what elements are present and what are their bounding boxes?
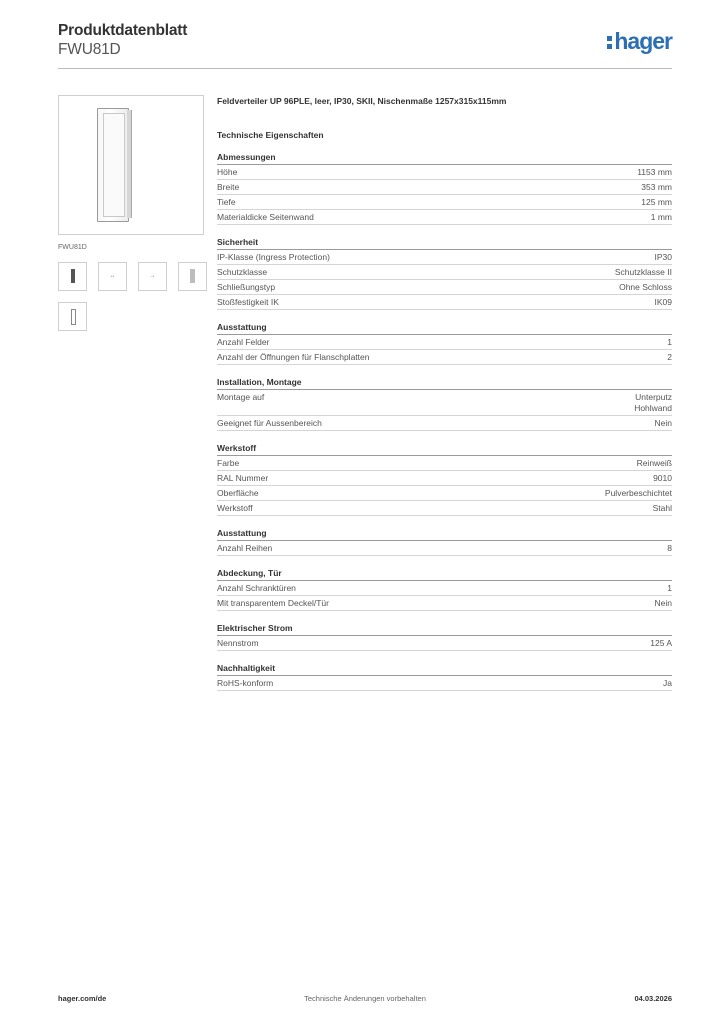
property-section	[217, 568, 672, 611]
property-row	[217, 335, 672, 350]
thumbnail-dimension-depth[interactable]	[138, 262, 167, 291]
property-label: Stoßfestigkeit IK	[217, 297, 279, 307]
product-description: Feldverteiler UP 96PLE, leer, IP30, SKII, Nischenmaße 1257x315x115mm	[217, 96, 507, 106]
section-title: Ausstattung	[217, 528, 672, 541]
property-value: IK09	[654, 297, 672, 307]
property-row	[217, 390, 672, 416]
document-title: Produktdatenblatt	[58, 22, 188, 39]
property-value: Ohne Schloss	[619, 282, 672, 292]
property-value: 1 mm	[650, 212, 672, 222]
property-value-line: Hohlwand	[634, 403, 672, 413]
arrow-left-right-icon: ↔	[109, 273, 116, 279]
image-gallery	[58, 95, 204, 331]
image-caption: FWU81D	[58, 244, 87, 251]
property-row	[217, 486, 672, 501]
property-value: 9010	[653, 473, 672, 483]
property-sections	[217, 152, 672, 691]
property-value: Ja	[663, 678, 672, 688]
section-title: Abdeckung, Tür	[217, 568, 672, 581]
properties-heading: Technische Eigenschaften	[217, 130, 324, 140]
property-row	[217, 676, 672, 691]
property-row	[217, 265, 672, 280]
property-section	[217, 443, 672, 516]
property-section	[217, 237, 672, 310]
thumbnail-front-view[interactable]	[58, 262, 87, 291]
section-title: Installation, Montage	[217, 377, 672, 390]
property-value: 125 mm	[641, 197, 672, 207]
property-label: Anzahl Felder	[217, 337, 270, 347]
property-row	[217, 165, 672, 180]
property-label: Höhe	[217, 167, 238, 177]
property-value: 1153 mm	[637, 167, 672, 177]
property-label: Tiefe	[217, 197, 236, 207]
property-section	[217, 322, 672, 365]
section-title: Ausstattung	[217, 322, 672, 335]
property-value: Schutzklasse II	[614, 267, 672, 277]
property-row	[217, 456, 672, 471]
page-header	[58, 22, 672, 68]
property-label: Montage auf	[217, 392, 265, 402]
property-row	[217, 636, 672, 651]
page-footer	[58, 994, 672, 1008]
section-title: Elektrischer Strom	[217, 623, 672, 636]
property-label: Mit transparentem Deckel/Tür	[217, 598, 329, 608]
property-row	[217, 210, 672, 225]
property-row	[217, 471, 672, 486]
property-label: Breite	[217, 182, 240, 192]
footer-date: 04.03.2026	[634, 994, 672, 1003]
property-label: Anzahl Schranktüren	[217, 583, 296, 593]
property-label: RoHS-konform	[217, 678, 274, 688]
product-code: FWU81D	[58, 41, 121, 58]
property-label: IP-Klasse (Ingress Protection)	[217, 252, 330, 262]
property-label: Schließungstyp	[217, 282, 276, 292]
property-label: Schutzklasse	[217, 267, 268, 277]
front-view-icon	[71, 269, 75, 283]
property-value: 1	[667, 337, 672, 347]
main-product-image[interactable]	[58, 95, 204, 235]
arrow-right-icon: →	[149, 273, 156, 279]
property-value: 125 A	[650, 638, 672, 648]
property-value: Nein	[654, 598, 672, 608]
property-section	[217, 663, 672, 691]
section-title: Sicherheit	[217, 237, 672, 250]
property-value: 2	[667, 352, 672, 362]
product-details	[217, 96, 672, 703]
thumbnail-dimension-width[interactable]	[98, 262, 127, 291]
property-label: Anzahl Reihen	[217, 543, 273, 553]
footer-notice: Technische Änderungen vorbehalten	[304, 994, 426, 1003]
property-value: Pulverbeschichtet	[604, 488, 672, 498]
property-value: IP30	[654, 252, 672, 262]
property-label: Anzahl der Öffnungen für Flanschplatten	[217, 352, 370, 362]
cabinet-side-icon	[127, 110, 132, 218]
section-title: Nachhaltigkeit	[217, 663, 672, 676]
property-label: Farbe	[217, 458, 240, 468]
section-title: Werkstoff	[217, 443, 672, 456]
logo-colon-icon	[607, 33, 612, 49]
cabinet-front-icon	[97, 108, 129, 222]
hager-logo	[607, 28, 672, 55]
thumbnail-single-bar[interactable]	[58, 302, 87, 331]
property-value: Reinweiß	[636, 458, 672, 468]
section-title: Abmessungen	[217, 152, 672, 165]
thumbnail-side-view[interactable]	[178, 262, 207, 291]
property-row	[217, 541, 672, 556]
property-row	[217, 180, 672, 195]
property-row	[217, 295, 672, 310]
property-row	[217, 250, 672, 265]
property-section	[217, 528, 672, 556]
logo-text: hager	[614, 28, 672, 54]
property-value: 8	[667, 543, 672, 553]
single-bar-icon	[71, 309, 76, 325]
property-label: Geeignet für Aussenbereich	[217, 418, 322, 428]
footer-website-link[interactable]: hager.com/de	[58, 994, 107, 1003]
property-value: 353 mm	[641, 182, 672, 192]
property-row	[217, 195, 672, 210]
property-row	[217, 596, 672, 611]
property-value	[634, 392, 672, 414]
property-row	[217, 416, 672, 431]
property-label: Werkstoff	[217, 503, 253, 513]
property-label: Materialdicke Seitenwand	[217, 212, 314, 222]
thumbnail-strip	[58, 262, 208, 331]
property-value-line: Unterputz	[635, 392, 672, 402]
property-row	[217, 501, 672, 516]
property-label: Oberfläche	[217, 488, 259, 498]
property-row	[217, 581, 672, 596]
property-label: Nennstrom	[217, 638, 259, 648]
property-row	[217, 280, 672, 295]
property-value: Nein	[654, 418, 672, 428]
side-view-icon	[190, 269, 195, 283]
property-row	[217, 350, 672, 365]
property-value: 1	[667, 583, 672, 593]
property-section	[217, 377, 672, 431]
header-divider	[58, 68, 672, 69]
property-value: Stahl	[652, 503, 672, 513]
property-section	[217, 623, 672, 651]
property-section	[217, 152, 672, 225]
property-label: RAL Nummer	[217, 473, 269, 483]
